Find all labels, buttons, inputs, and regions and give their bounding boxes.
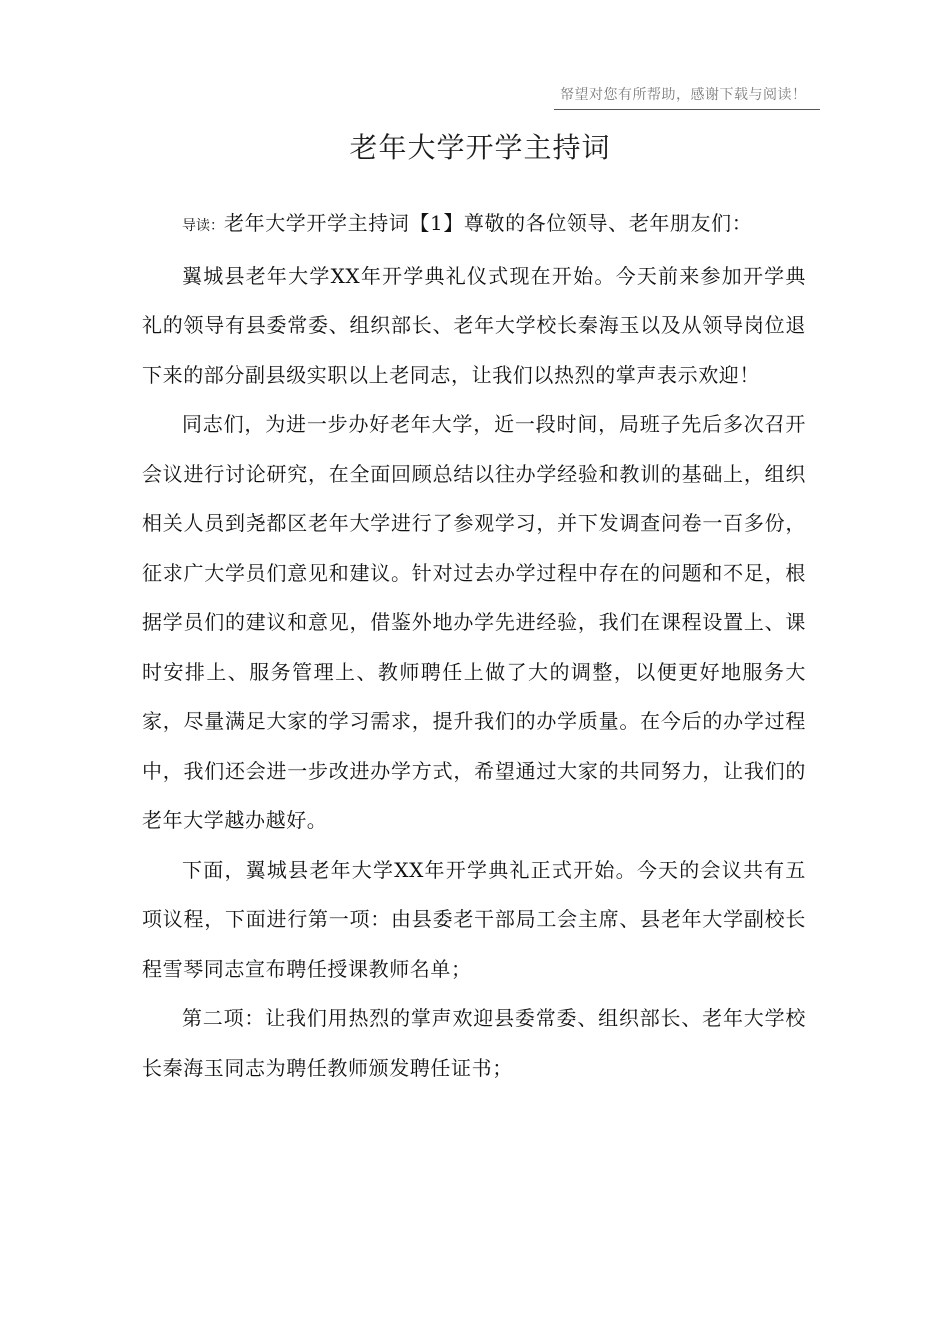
header-note: 帑望对您有所帮助，感谢下载与阅读！ [560,87,807,103]
body-paragraph-4: 第二项：让我们用热烈的掌声欢迎县委常委、组织部长、老年大学校长秦海玉同志为聘任教师颁发聘任证书； [142,1006,806,1080]
intro-label: 导读： [182,218,224,234]
body-paragraph-2: 同志们，为进一步办好老年大学，近一段时间，局班子先后多次召开会议进行讨论研究，在全面回顾总结以往办学经验和教训的基础上，组织相关人员到尧都区老年大学进行了参观学习，并下发调查问卷一百多份，征求广大学员们意见和建议。针对过去办学过程中存在的问题和不足，根据学员们的建议和意见，借鉴外地办学先进经验，我们在课程设置上、课时安排上、服务管理上、教师聘任上做了大的调整，以便更好地服务大家，尽量满足大家的学习需求，提升我们的办学质量。在今后的办学过程中，我们还会进一步改进办学方式，希望通过大家的共同努力，让我们的老年大学越办越好。 [142,412,806,832]
intro-text: 老年大学开学主持词【1】尊敬的各位领导、老年朋友们： [224,211,753,235]
header-divider [554,109,820,110]
document-title: 老年大学开学主持词 [349,131,611,164]
body-paragraph-1: 翼城县老年大学XX年开学典礼仪式现在开始。今天前来参加开学典礼的领导有县委常委、组织部长、老年大学校长秦海玉以及从领导岗位退下来的部分副县级实职以上老同志，让我们以热烈的掌声表示欢迎！ [142,263,806,387]
body-paragraph-3: 下面，翼城县老年大学XX年开学典礼正式开始。今天的会议共有五项议程，下面进行第一项：由县委老干部局工会主席、县老年大学副校长程雪琴同志宣布聘任授课教师名单； [142,857,806,981]
intro-paragraph [142,199,806,252]
document-body [142,199,806,1093]
